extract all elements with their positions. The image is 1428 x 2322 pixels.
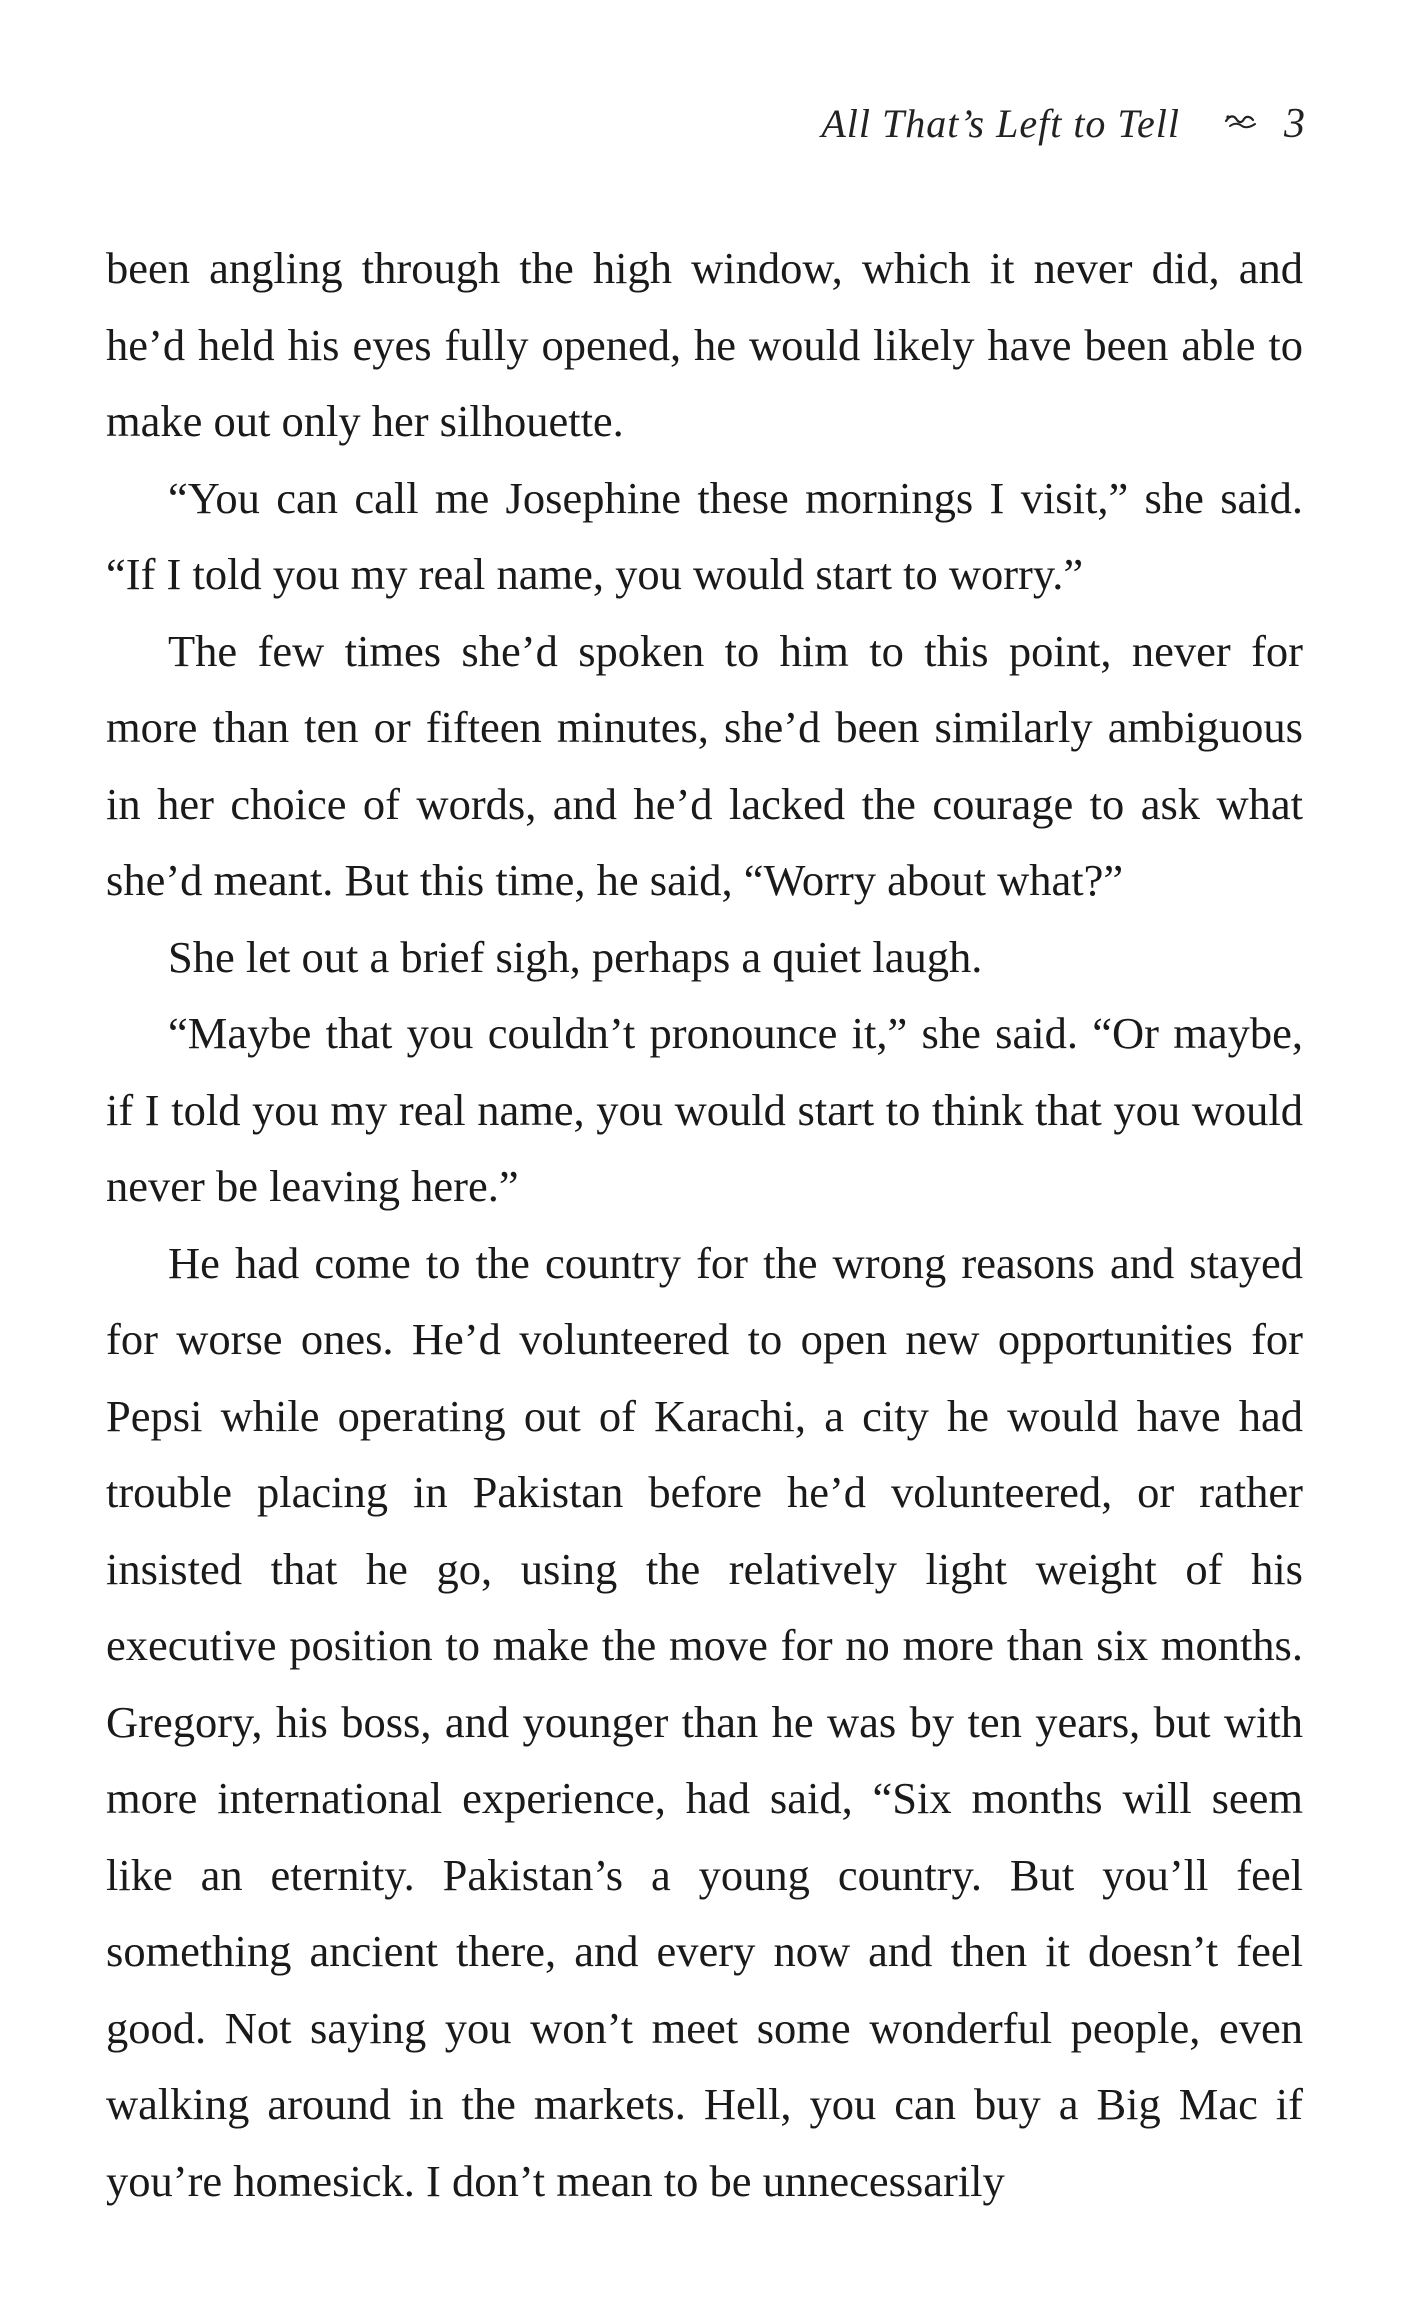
paragraph: The few times she’d spoken to him to this point, never for more than ten or fifteen minutes, she’d been similarly ambiguous in her choice of words, and he’d lacked the courage to ask what she’d meant. But this time, he said, “Worry about what?”: [106, 625, 1303, 905]
paragraph: He had come to the country for the wrong reasons and stayed for worse ones. He’d volunteered to open new opportunities for Pepsi while operating out of Karachi, a city he would have had trouble placing in Pakistan before he’d volunteered, or rather insisted that he go, using the relatively light weight of his executive position to make the move for no more than six months. Gregory, his boss, and younger than he was by ten years, but with more international experience, had said, “Six months will seem like an eternity. Pakistan’s a young country. But you’ll feel something ancient there, and every now and then it doesn’t feel good. Not saying you won’t meet some wonderful people, even walking around in the markets. Hell, you can buy a Big Mac if you’re homesick. I don’t mean to be unnecessarily: [106, 1237, 1303, 2206]
fleuron-ornament-icon: [1224, 94, 1258, 114]
body-text: [106, 230, 1303, 2219]
paragraph: “You can call me Josephine these mornings I visit,” she said. “If I told you my real name, you would start to worry.”: [106, 472, 1303, 599]
paragraph: She let out a brief sigh, perhaps a quiet laugh.: [168, 931, 983, 982]
page-number: 3: [1284, 101, 1306, 147]
running-head: [821, 100, 1306, 148]
paragraph: “Maybe that you couldn’t pronounce it,” she said. “Or maybe, if I told you my real name, you would start to think that you would never be leaving here.”: [106, 1008, 1303, 1211]
paragraph-continued: been angling through the high window, which it never did, and he’d held his eyes fully opened, he would likely have been able to make out only her silhouette.: [106, 243, 1303, 446]
running-head-title: All That’s Left to Tell: [821, 101, 1180, 146]
